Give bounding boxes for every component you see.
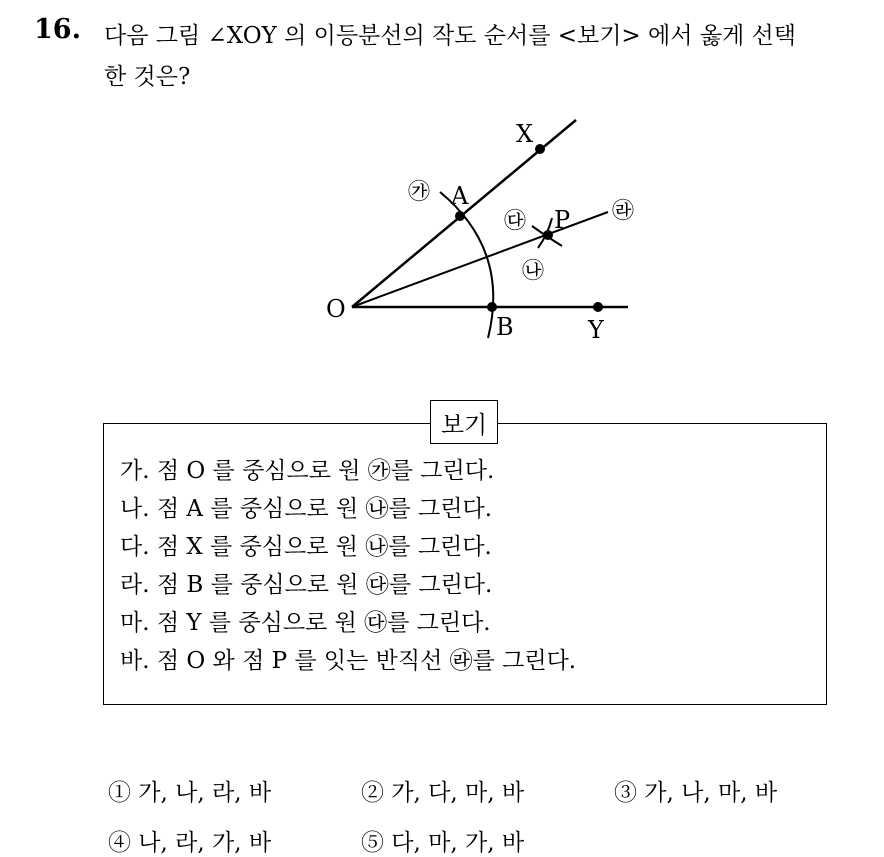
choice-1[interactable]: ① 가, 나, 라, 바 <box>108 780 272 806</box>
question-number: 16. <box>34 14 81 45</box>
point-x <box>535 144 545 154</box>
label-a: A <box>451 182 469 210</box>
bogi-item-ra: 라. 점 B 를 중심으로 원 ㉰를 그린다. <box>120 572 493 598</box>
point-b <box>487 302 497 312</box>
label-ga: ㉮ <box>408 180 431 205</box>
bogi-items <box>120 456 576 684</box>
point-y <box>593 302 603 312</box>
choice-3[interactable]: ③ 가, 나, 마, 바 <box>614 780 778 806</box>
label-na: ㉯ <box>522 259 545 284</box>
label-b: B <box>496 313 514 341</box>
bogi-item-ba: 바. 점 O 와 점 P 를 잇는 반직선 ㉱를 그린다. <box>120 648 577 674</box>
label-da: ㉰ <box>504 209 527 234</box>
question-text-line1: 다음 그림 ∠XOY 의 이등분선의 작도 순서를 <보기> 에서 옳게 선택 <box>104 23 796 49</box>
point-p <box>543 230 553 240</box>
label-p: P <box>554 206 571 234</box>
bogi-item-da: 다. 점 X 를 중심으로 원 ㉯를 그린다. <box>120 534 492 560</box>
choice-4[interactable]: ④ 나, 라, 가, 바 <box>108 830 272 856</box>
label-o: O <box>326 295 346 323</box>
label-y: Y <box>588 316 604 344</box>
bogi-item-na: 나. 점 A 를 중심으로 원 ㉯를 그린다. <box>120 496 493 522</box>
angle-bisector-figure <box>300 100 660 360</box>
point-a <box>455 211 465 221</box>
label-x: X <box>516 120 534 148</box>
bogi-title: 보기 <box>430 400 498 444</box>
bogi-item-ma: 마. 점 Y 를 중심으로 원 ㉰를 그린다. <box>120 610 491 636</box>
question-text-line2: 한 것은? <box>104 64 191 90</box>
bogi-item-ga: 가. 점 O 를 중심으로 원 ㉮를 그린다. <box>120 458 495 484</box>
choice-2[interactable]: ② 가, 다, 마, 바 <box>361 780 525 806</box>
choice-5[interactable]: ⑤ 다, 마, 가, 바 <box>361 830 525 856</box>
label-ra: ㉱ <box>612 199 635 224</box>
